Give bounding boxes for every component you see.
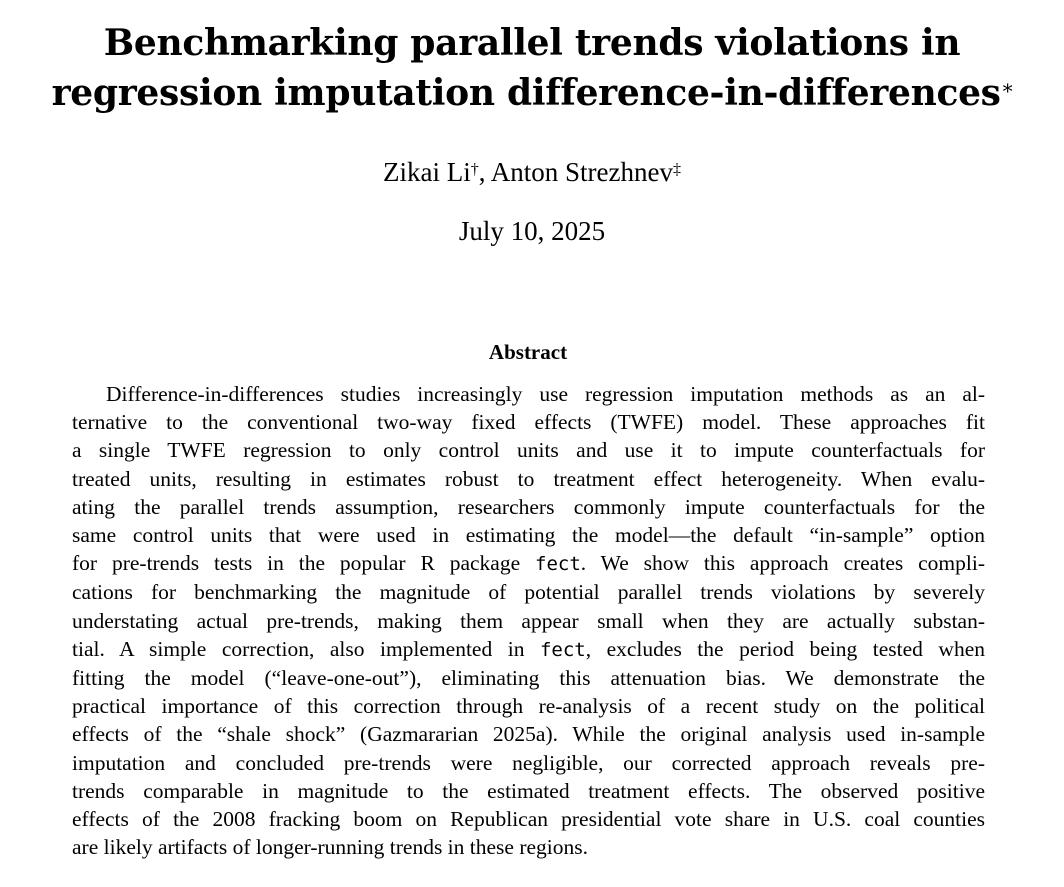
abstract-line-10-post: , excludes the period being tested when [585,636,985,661]
abstract-line: cations for benchmarking the magnitude of potential parallel trends violations by severely [72,580,985,605]
paper-title [0,18,1064,118]
abstract-body [72,380,985,861]
title-line-2-text: regression imputation difference-in-differences [51,72,1001,114]
abstract-heading: Abstract [488,340,568,364]
author-2-footnote-mark[interactable]: ‡ [672,161,681,178]
abstract-line: practical importance of this correction through re-analysis of a recent study on the political [72,694,985,719]
author-separator: , [478,157,486,187]
abstract-line [72,549,985,578]
title-line-1: Benchmarking parallel trends violations in [103,22,961,64]
author-name-2: Anton Strezhnev [490,157,673,187]
abstract-line: treated units, resulting in estimates robust to treatment effect heterogeneity. When evalu- [72,466,985,491]
package-name-code: fect [535,553,581,576]
abstract-line-7-post: . We show this approach creates compli- [580,551,985,576]
publication-date: July 10, 2025 [458,216,606,246]
abstract-line: fitting the model (“leave-one-out”), eliminating this attenuation bias. We demonstrate the [72,666,985,691]
abstract-line: understating actual pre-trends, making them appear small when they are actually substan- [72,608,985,633]
abstract-line: effects of the “shale shock” (Gazmararian 2025a). While the original analysis used in-sample [72,722,985,747]
author-list [0,155,1064,189]
abstract-line: imputation and concluded pre-trends were negligible, our corrected approach reveals pre- [72,750,985,775]
author-name-1: Zikai Li [383,157,471,187]
abstract-line: effects of the 2008 fracking boom on Republican presidential vote share in U.S. coal counties [72,807,985,832]
abstract-line: same control units that were used in estimating the model—the default “in-sample” option [72,523,985,548]
abstract-line-7-pre: for pre-trends tests in the popular R package [72,551,521,576]
title-line-2 [0,68,1064,118]
abstract-line: trends comparable in magnitude to the estimated treatment effects. The observed positive [72,778,985,803]
title-footnote-mark[interactable]: * [1002,79,1013,103]
abstract-line [72,635,985,664]
abstract-line: are likely artifacts of longer-running trends in these regions. [72,835,588,860]
abstract-line: Difference-in-differences studies increasingly use regression imputation methods as an al- [106,382,985,406]
abstract-line-10-pre: tial. A simple correction, also implemented in [72,636,525,661]
abstract-line: ating the parallel trends assumption, researchers commonly impute counterfactuals for the [72,494,985,519]
author-1-footnote-mark[interactable]: † [470,161,479,178]
abstract-line: ternative to the conventional two-way fixed effects (TWFE) model. These approaches fit [72,410,985,435]
abstract-line: a single TWFE regression to only control units and use it to impute counterfactuals for [72,438,985,463]
package-name-code: fect [539,638,586,661]
